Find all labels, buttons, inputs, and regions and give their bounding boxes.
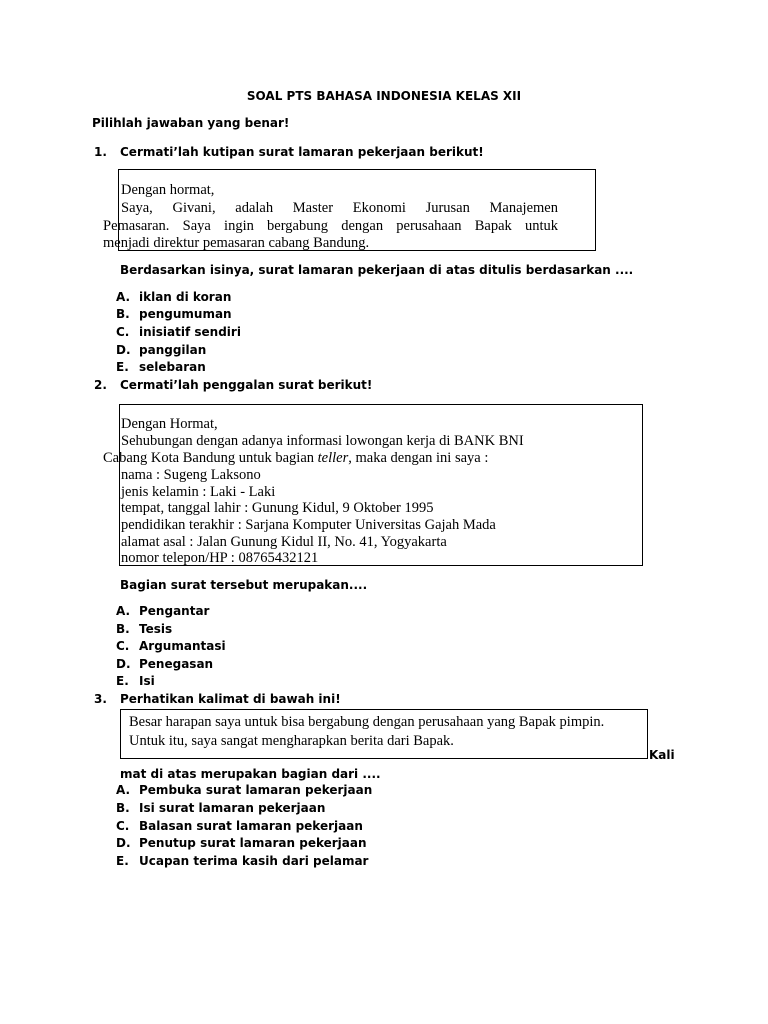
q3-option-text: Isi surat lamaran pekerjaan [139,801,326,815]
q1-option-letter: B. [116,307,130,321]
q2-option-text: Isi [139,674,155,688]
q2-option-text: Pengantar [139,604,210,618]
q3-excerpt-line: Besar harapan saya untuk bisa bergabung dengan perusahaan yang Bapak pimpin. [129,714,605,730]
q2-option-letter: D. [116,657,131,671]
q1-option-text: iklan di koran [139,290,232,304]
q2-option-letter: B. [116,622,130,636]
question-1-text: Berdasarkan isinya, surat lamaran pekerjaan di atas ditulis berdasarkan .... [120,263,634,277]
q1-option-text: pengumuman [139,307,232,321]
q1-option-letter: A. [116,290,131,304]
q2-excerpt-detail: pendidikan terakhir : Sarjana Komputer Universitas Gajah Mada [121,517,496,533]
q3-option-letter: C. [116,819,130,833]
q1-option-text: panggilan [139,343,207,357]
q1-option-letter: E. [116,360,129,374]
q3-option-letter: D. [116,836,131,850]
page-title: SOAL PTS BAHASA INDONESIA KELAS XII [246,89,522,103]
question-2-text: Bagian surat tersebut merupakan.... [120,578,368,592]
q3-option-letter: B. [116,801,130,815]
question-2-prompt: Cermati’lah penggalan surat berikut! [120,378,373,392]
q2-excerpt-detail: jenis kelamin : Laki - Laki [121,484,276,500]
q1-option-text: selebaran [139,360,206,374]
instructions: Pilihlah jawaban yang benar! [92,116,290,130]
q2-excerpt-line [103,450,488,467]
q2-excerpt-detail: nama : Sugeng Laksono [121,467,261,483]
question-1-prompt: Cermati’lah kutipan surat lamaran pekerjaan berikut! [120,145,484,159]
q3-excerpt-line: Untuk itu, saya sangat mengharapkan berita dari Bapak. [129,733,454,749]
q2-excerpt-greeting: Dengan Hormat, [121,416,218,432]
q3-option-text: Balasan surat lamaran pekerjaan [139,819,363,833]
q3-option-letter: A. [116,783,131,797]
q2-option-letter: E. [116,674,129,688]
q2-excerpt-line2-italic: teller [317,450,349,466]
q1-excerpt-line: Pemasaran. Saya ingin bergabung dengan perusahaan Bapak untuk [103,218,558,234]
question-3-text-part1: Kali [649,748,675,762]
q1-excerpt-line: Dengan hormat, [121,182,215,198]
q3-option-text: Ucapan terima kasih dari pelamar [139,854,369,868]
question-2-number: 2. [94,378,107,392]
q2-option-text: Penegasan [139,657,214,671]
q2-option-text: Argumantasi [139,639,226,653]
q3-option-letter: E. [116,854,129,868]
q2-excerpt-detail: nomor telepon/HP : 08765432121 [121,550,319,566]
q2-excerpt-line: Sehubungan dengan adanya informasi lowongan kerja di BANK BNI [121,433,524,449]
q2-excerpt-detail: alamat asal : Jalan Gunung Kidul II, No. 41, Yogyakarta [121,534,447,550]
q1-option-text: inisiatif sendiri [139,325,241,339]
q3-option-text: Pembuka surat lamaran pekerjaan [139,783,373,797]
question-3-prompt: Perhatikan kalimat di bawah ini! [120,692,341,706]
q2-excerpt-line2-pre: Cabang Kota Bandung untuk bagian [103,450,318,466]
question-1-number: 1. [94,145,107,159]
q1-excerpt-line: Saya, Givani, adalah Master Ekonomi Jurusan Manajemen [121,200,558,216]
q2-option-text: Tesis [139,622,173,636]
q2-option-letter: A. [116,604,131,618]
q1-option-letter: C. [116,325,130,339]
q2-option-letter: C. [116,639,130,653]
q2-excerpt-line2-post: , maka dengan ini saya : [348,450,489,466]
q2-excerpt-detail: tempat, tanggal lahir : Gunung Kidul, 9 Oktober 1995 [121,500,434,516]
q1-excerpt-line: menjadi direktur pemasaran cabang Bandung. [103,235,370,251]
q3-option-text: Penutup surat lamaran pekerjaan [139,836,367,850]
q1-option-letter: D. [116,343,131,357]
question-3-text-part2: mat di atas merupakan bagian dari .... [120,767,381,781]
question-3-number: 3. [94,692,107,706]
